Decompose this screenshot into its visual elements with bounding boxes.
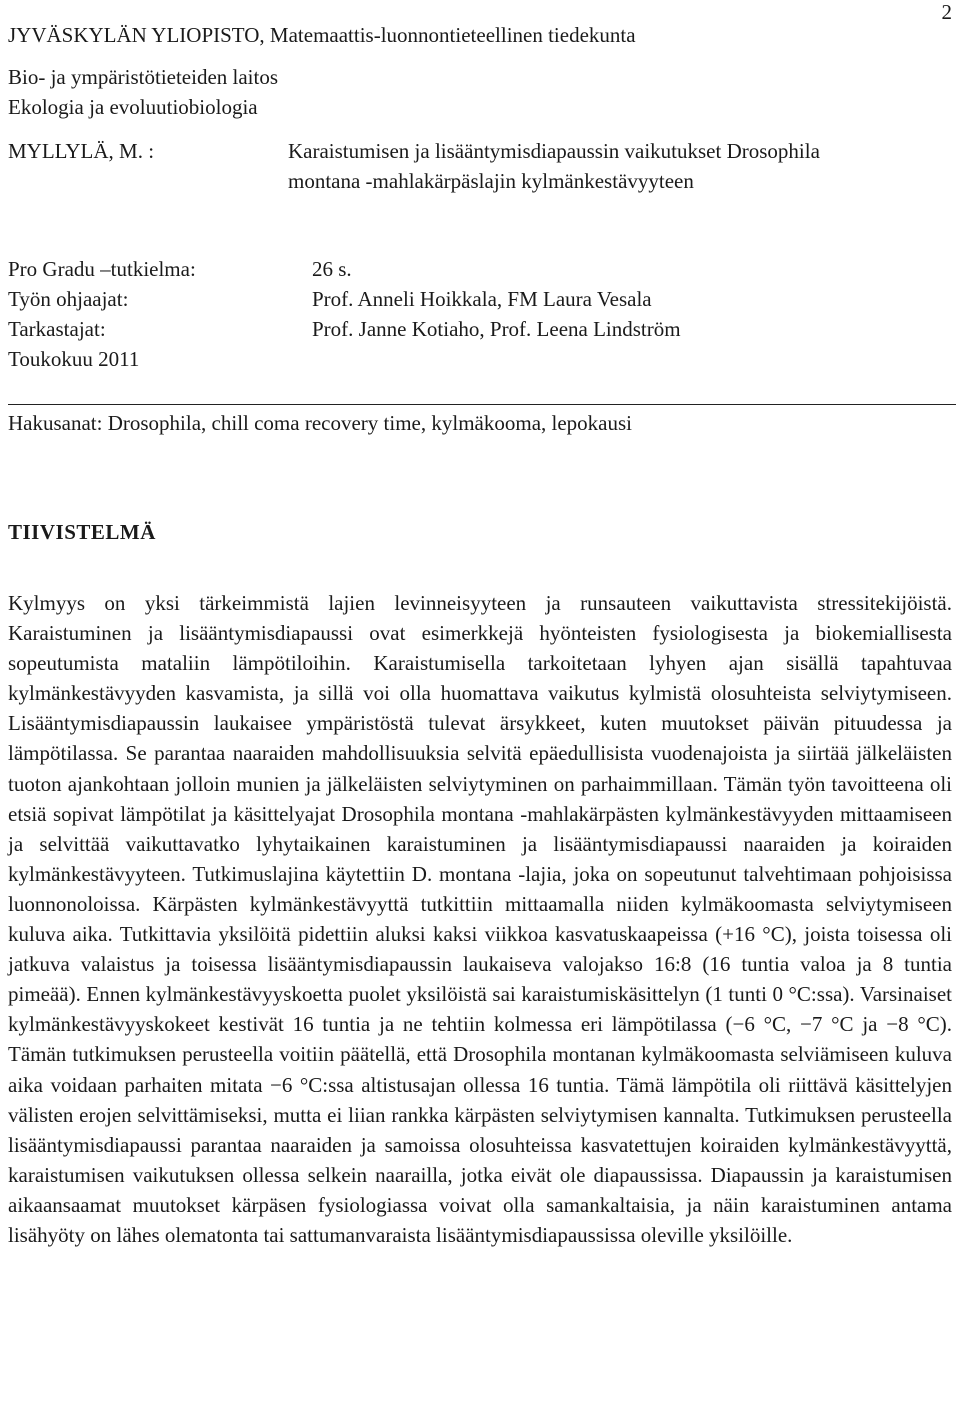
examiners-value: Prof. Janne Kotiaho, Prof. Leena Lindström [312, 317, 681, 341]
thesis-type-label: Pro Gradu –tutkielma: [8, 257, 196, 281]
subject-line: Ekologia ja evoluutiobiologia [8, 95, 258, 119]
page-number: 2 [941, 0, 952, 24]
thesis-title-line-2: montana -mahlakärpäslajin kylmänkestävyyteen [288, 169, 694, 193]
examiners-label: Tarkastajat: [8, 317, 106, 341]
university-line: JYVÄSKYLÄN YLIOPISTO, Matemaattis-luonnontieteellinen tiedekunta [8, 23, 636, 47]
thesis-title-line-1: Karaistumisen ja lisääntymisdiapaussin vaikutukset Drosophila [288, 139, 820, 163]
author-label: MYLLYLÄ, M. : [8, 139, 155, 163]
horizontal-rule [8, 404, 956, 405]
abstract-text: Kylmyys on yksi tärkeimmistä lajien levinneisyyteen ja runsauteen vaikuttavista stressitekijöistä. Karaistuminen ja lisääntymisdiapaussi ovat esimerkkejä hyönteisten fysiologisesta ja biokemiallisesta sopeutumista mataliin lämpötiloihin. Karaistumisella tarkoitetaan lyhyen ajan sisällä tapahtuvaa kylmänkestävyyden kasvamista, ja sillä voi olla huomattava vaikutus kylmistä olosuhteista selviytymiseen. Lisääntymisdiapaussin laukaisee ympäristöstä tulevat ärsykkeet, kuten muutokset päivän pituudessa ja lämpötilassa. Se parantaa naaraiden mahdollisuuksia selvitä epäedullisista vuodenajoista ja siirtää jälkeläisten tuoton ajankohtaan jolloin munien ja jälkeläisten selviytyminen on parhaimmillaan. Tämän työn tavoitteena oli etsiä sopivat lämpötilat ja käsittelyajat Drosophila montana -mahlakärpästen kylmänkestävyyden mittaamiseen ja selvittää vaikuttavatko lyhytaikainen karaistuminen ja lisääntymisdiapaussi naaraiden ja koiraiden kylmänkestävyyteen. Tutkimuslajina käytettiin D. montana -lajia, joka on sopeutunut talvehtimaan pohjoisissa luonnonoloissa. Kärpästen kylmänkestävyyttä tutkittiin mittaamalla niiden kylmäkoomasta selviytymiseen kuluva aika. Tutkittavia yksilöitä pidettiin aluksi kaksi viikkoa kasvatuskaapeissa (+16 °C), joista toisessa oli jatkuva valaistus ja toisessa lisääntymisdiapaussin laukaiseva valojakso 16:8 (16 tuntia valoa ja 8 tuntia pimeää). Ennen kylmänkestävyyskoetta puolet yksilöistä sai karaistumiskäsittelyn (1 tunti 0 °C:ssa). Varsinaiset kylmänkestävyyskokeet kestivät 16 tuntia ja ne tehtiin kolmessa eri lämpötilassa (−6 °C, −7 °C ja −8 °C). Tämän tutkimuksen perusteella voitiin päätellä, että Drosophila montanan kylmäkoomasta selviämiseen kuluva aika voidaan parhaiten mitata −6 °C:ssa altistusajan ollessa 16 tuntia. Tämä lämpötila oli riittävä käsittelyjen välisten erojen selvittämiseksi, mutta ei liian rankka kärpästen selviytymisen kannalta. Tutkimuksen perusteella lisääntymisdiapaussi parantaa naaraiden ja samoissa olosuhteissa kasvatettujen koiraiden kylmänkestävyyttä, karaistumisen vaikutuksen ollessa selkein naarailla, jotka eivät ole diapaussissa. Diapaussin ja karaistumisen aikaansaamat muutokset kärpäsen fysiologiassa voivat olla samankaltaisia, ja näin karaistuminen antama lisähyöty on lähes olematonta tai sattumanvaraista lisääntymisdiapaussissa oleville yksilöille. [8, 591, 952, 1247]
supervisors-value: Prof. Anneli Hoikkala, FM Laura Vesala [312, 287, 652, 311]
abstract-heading: TIIVISTELMÄ [8, 520, 156, 544]
supervisors-label: Työn ohjaajat: [8, 287, 129, 311]
page-count: 26 s. [312, 257, 352, 281]
department-line: Bio- ja ympäristötieteiden laitos [8, 65, 279, 89]
keywords-line: Hakusanat: Drosophila, chill coma recovery time, kylmäkooma, lepokausi [8, 411, 632, 435]
date-line: Toukokuu 2011 [8, 347, 140, 371]
